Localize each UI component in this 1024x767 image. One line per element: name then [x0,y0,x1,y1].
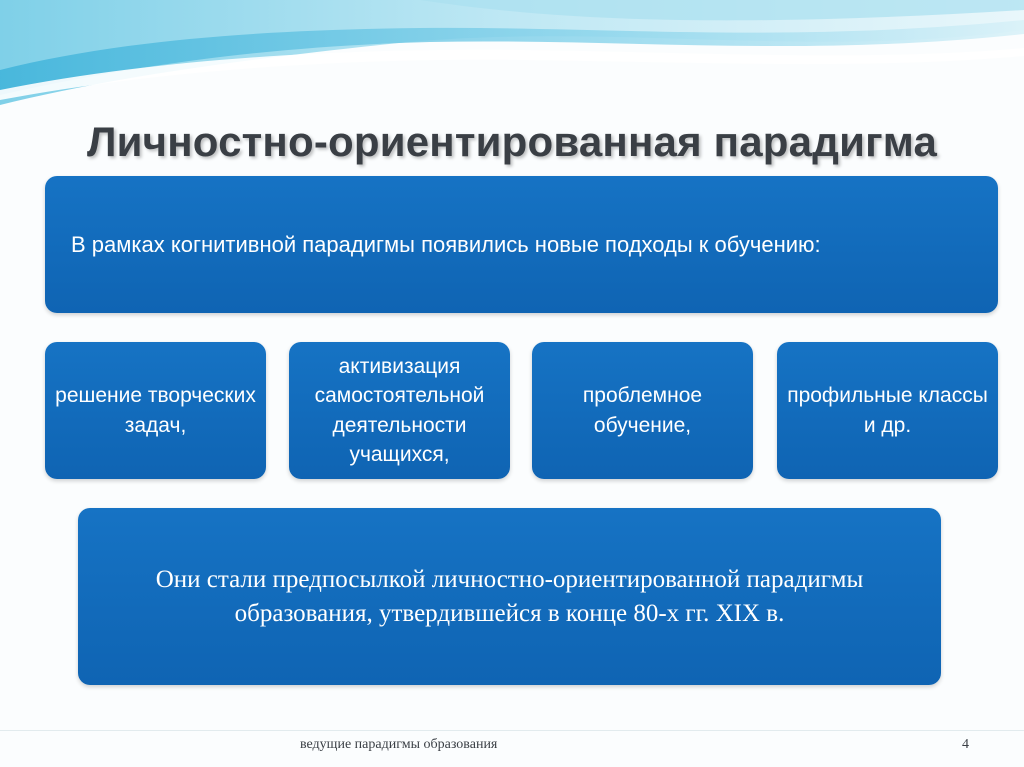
page-number: 4 [962,737,969,752]
approach-box-profile-classes [777,342,998,479]
approach-text: решение творческих задач, [55,384,256,437]
intro-text: В рамках когнитивной парадигмы появились новые подходы к обучению: [71,231,821,257]
approach-box-creative-tasks [45,342,266,479]
wave-decoration [0,0,1024,120]
approach-text: профильные классы и др. [787,384,988,437]
approach-box-problem-learning [532,342,753,479]
approach-text: активизация самостоятельной деятельности учащихся, [314,354,485,466]
footer-divider [0,730,1024,731]
footer-text: ведущие парадигмы образования [300,737,498,752]
intro-box [45,176,998,313]
conclusion-text: Они стали предпосылкой личностно-ориентированной парадигмы образования, утвердившейся в конце 80-х гг. XIX в. [155,565,864,627]
conclusion-box [78,508,941,685]
approach-box-independent-activity [289,342,510,479]
slide-title: Личностно-ориентированная парадигма [86,118,938,165]
approach-text: проблемное обучение, [582,384,703,437]
